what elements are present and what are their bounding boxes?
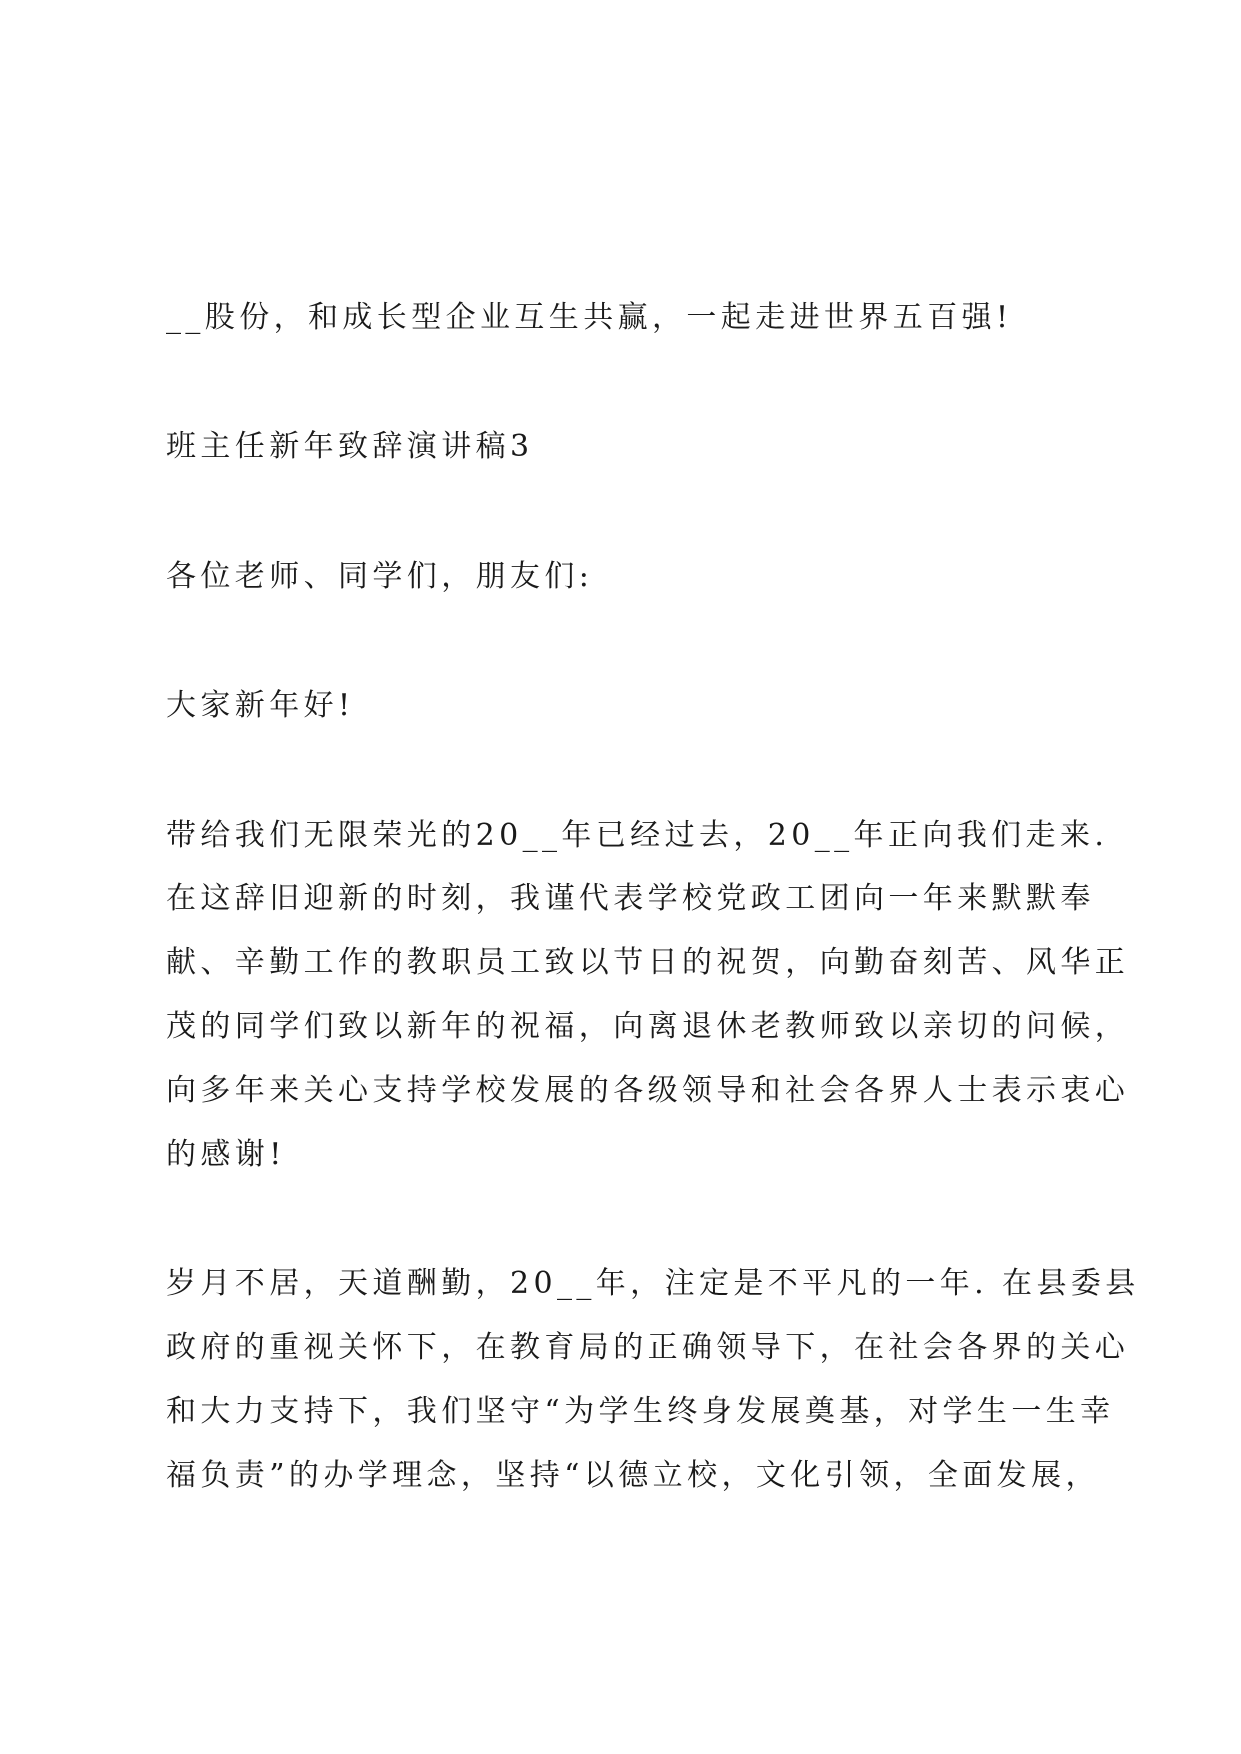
paragraph-line: 在这辞旧迎新的时刻，我谨代表学校党政工团向一年来默默奉 bbox=[166, 881, 1095, 916]
salutation: 各位老师、同学们，朋友们: bbox=[166, 559, 594, 594]
paragraph-line: 的感谢! bbox=[166, 1137, 286, 1172]
paragraph-line: 茂的同学们致以新年的祝福，向离退休老教师致以亲切的问候， bbox=[166, 1009, 1130, 1044]
greeting: 大家新年好! bbox=[166, 688, 355, 723]
paragraph-line: 献、辛勤工作的教职员工致以节日的祝贺，向勤奋刻苦、风华正 bbox=[166, 945, 1130, 980]
paragraph-line: 向多年来关心支持学校发展的各级领导和社会各界人士表示衷心 bbox=[166, 1073, 1130, 1108]
paragraph-line: 和大力支持下，我们坚守“为学生终身发展奠基，对学生一生幸 bbox=[166, 1394, 1115, 1429]
section-heading: 班主任新年致辞演讲稿3 bbox=[166, 429, 534, 464]
paragraph-continuation-line: __股份，和成长型企业互生共赢，一起走进世界五百强! bbox=[166, 300, 1013, 335]
paragraph-line: 福负责”的办学理念，坚持“以德立校，文化引领，全面发展， bbox=[166, 1458, 1100, 1493]
paragraph-line: 政府的重视关怀下，在教育局的正确领导下，在社会各界的关心 bbox=[166, 1330, 1130, 1365]
paragraph-line: 岁月不居，天道酬勤，20__年，注定是不平凡的一年. 在县委县 bbox=[166, 1266, 1140, 1301]
paragraph-line: 带给我们无限荣光的20__年已经过去，20__年正向我们走来. bbox=[166, 818, 1109, 853]
